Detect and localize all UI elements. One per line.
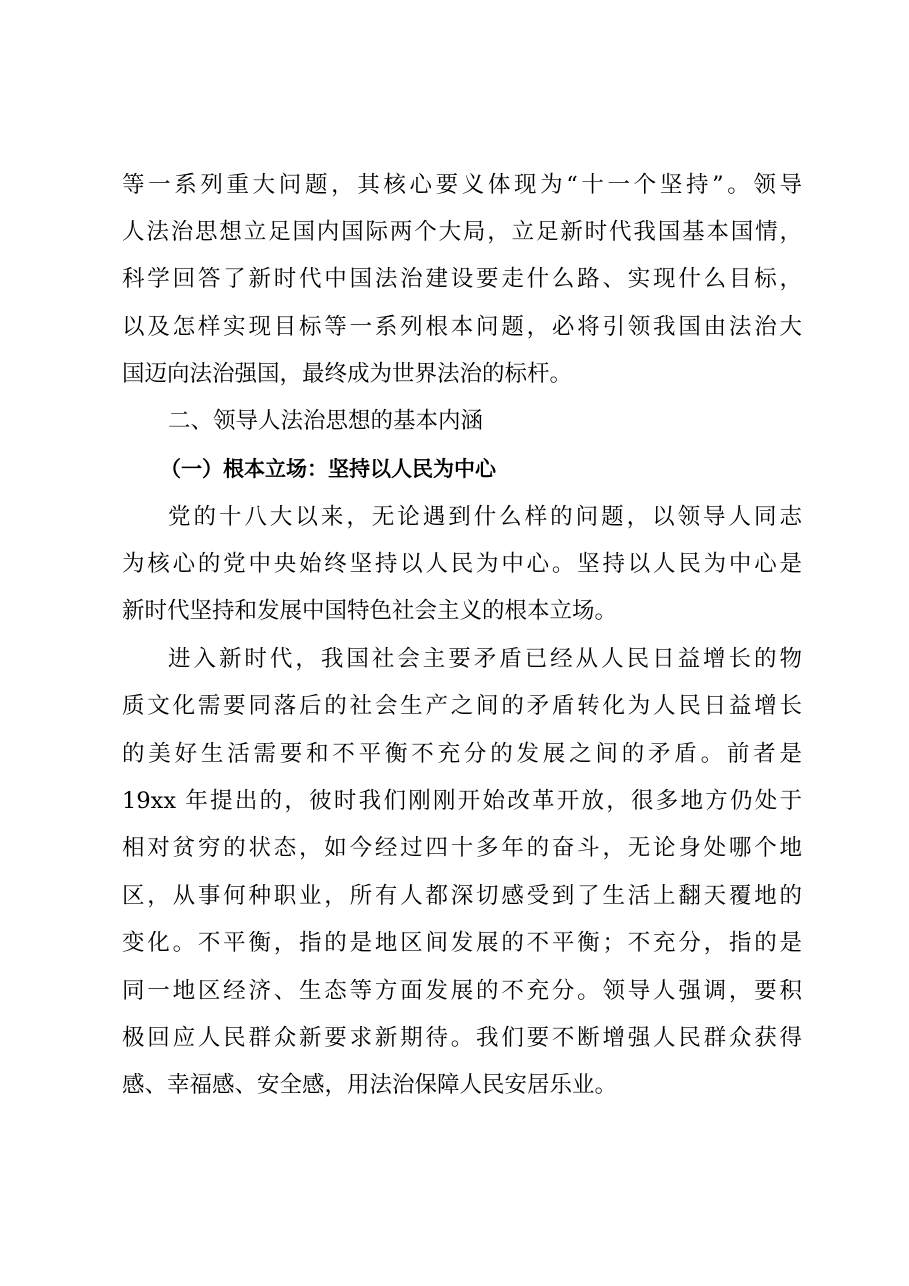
text-line: 党的十八大以来，无论遇到什么样的问题，以领导人同志 [168,504,802,530]
text-line: 等一系列重大问题，其核心要义体现为“十一个坚持”。领导 [122,172,802,198]
text-line: 新时代坚持和发展中国特色社会主义的根本立场。 [122,598,618,624]
text-line: 国迈向法治强国，最终成为世界法治的标杆。 [122,361,573,387]
text-line: 人法治思想立足国内国际两个大局，立足新时代我国基本国情， [122,219,802,245]
text-line: 同一地区经济、生态等方面发展的不充分。领导人强调，要积 [122,978,802,1004]
subsection-heading: （一）根本立场：坚持以人民为中心 [160,456,496,481]
text-line: 为核心的党中央始终坚持以人民为中心。坚持以人民为中心是 [122,551,802,577]
text-line: 进入新时代，我国社会主要矛盾已经从人民日益增长的物 [168,646,802,672]
text-line: 的美好生活需要和不平衡不充分的发展之间的矛盾。前者是 [122,741,802,767]
text-line: 变化。不平衡，指的是地区间发展的不平衡；不充分，指的是 [122,930,802,956]
text-line: 相对贫穷的状态，如今经过四十多年的奋斗，无论身处哪个地 [122,835,802,861]
text-line: 质文化需要同落后的社会生产之间的矛盾转化为人民日益增长 [122,693,802,719]
text-line: 区，从事何种职业，所有人都深切感受到了生活上翻天覆地的 [122,883,802,909]
text-line: 以及怎样实现目标等一系列根本问题，必将引领我国由法治大 [122,314,802,340]
section-heading: 二、领导人法治思想的基本内涵 [168,408,484,434]
text-line: 19xx 年提出的，彼时我们刚刚开始改革开放，很多地方仍处于 [122,788,802,814]
text-line: 感、幸福感、安全感，用法治保障人民安居乐业。 [122,1072,618,1098]
text-line: 科学回答了新时代中国法治建设要走什么路、实现什么目标， [122,266,802,292]
text-line: 极回应人民群众新要求新期待。我们要不断增强人民群众获得 [122,1025,802,1051]
